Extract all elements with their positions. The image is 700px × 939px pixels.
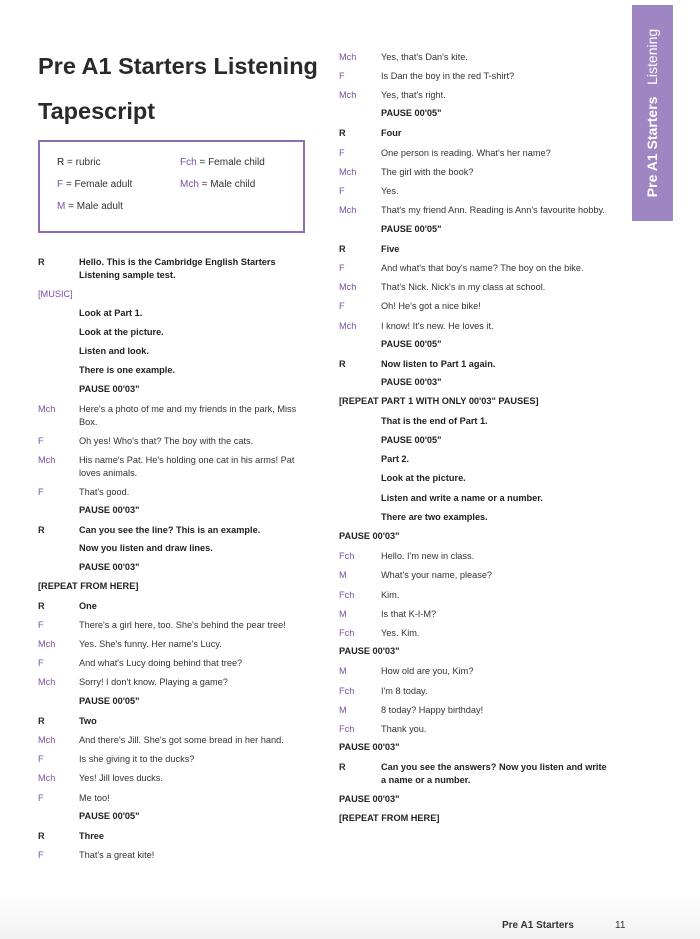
key-item: R = rubric xyxy=(57,157,101,168)
pause-cue: PAUSE 00'03" xyxy=(339,742,400,752)
instruction: That is the end of Part 1. xyxy=(381,416,488,426)
pause-cue: PAUSE 00'03" xyxy=(339,646,400,656)
page-title xyxy=(38,44,328,134)
instruction: Look at the picture. xyxy=(79,327,164,337)
key-item: Fch = Female child xyxy=(180,157,265,168)
instruction: Look at Part 1. xyxy=(79,308,143,318)
pause-cue: PAUSE 00'03" xyxy=(339,794,400,804)
page-number: 11 xyxy=(615,920,626,931)
pause-cue: PAUSE 00'05" xyxy=(381,224,442,234)
instruction: There is one example. xyxy=(79,365,175,375)
pause-cue: PAUSE 00'05" xyxy=(381,339,442,349)
instruction: There are two examples. xyxy=(381,512,488,522)
key-item: Mch = Male child xyxy=(180,179,256,190)
pause-cue: PAUSE 00'03" xyxy=(79,562,140,572)
instruction: Part 2. xyxy=(381,454,410,464)
repeat-cue: [REPEAT FROM HERE] xyxy=(38,581,139,591)
instruction: Listen and write a name or a number. xyxy=(381,493,543,503)
footer-label: Pre A1 Starters xyxy=(502,920,574,931)
instruction: Look at the picture. xyxy=(381,473,466,483)
instruction: Now you listen and draw lines. xyxy=(79,543,213,553)
pause-cue: PAUSE 00'05" xyxy=(79,811,140,821)
pause-cue: PAUSE 00'03" xyxy=(381,377,442,387)
title-line-2: Tapescript xyxy=(38,98,156,124)
key-item: M = Male adult xyxy=(57,201,123,212)
repeat-cue: [REPEAT FROM HERE] xyxy=(339,813,440,823)
side-tab-text xyxy=(644,29,660,197)
pause-cue: PAUSE 00'03" xyxy=(79,505,140,515)
pause-cue: PAUSE 00'05" xyxy=(79,696,140,706)
pause-cue: PAUSE 00'03" xyxy=(339,531,400,541)
speaker-key-box xyxy=(38,140,305,233)
music-cue: [MUSIC] xyxy=(38,289,73,299)
title-line-1: Pre A1 Starters Listening xyxy=(38,53,318,79)
side-tab-light: Listening xyxy=(644,28,660,85)
pause-cue: PAUSE 00'05" xyxy=(381,108,442,118)
side-tab-bold: Pre A1 Starters xyxy=(644,96,660,198)
key-item: F = Female adult xyxy=(57,179,133,190)
instruction: Listen and look. xyxy=(79,346,149,356)
repeat-cue: [REPEAT PART 1 WITH ONLY 00'03" PAUSES] xyxy=(339,396,539,406)
footer-band xyxy=(0,895,700,939)
pause-cue: PAUSE 00'03" xyxy=(79,384,140,394)
pause-cue: PAUSE 00'05" xyxy=(381,435,442,445)
